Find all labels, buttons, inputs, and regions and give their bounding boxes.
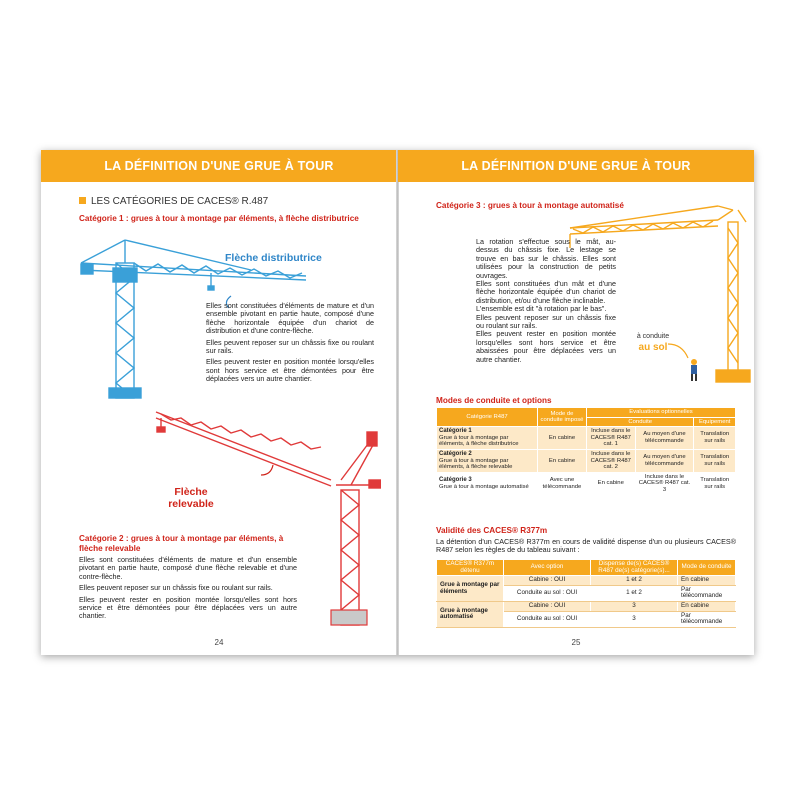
- category-2-title: Catégorie 2 : grues à tour à montage par éléments, à flèche relevable: [79, 534, 284, 553]
- table-row: Catégorie 1 Grue à tour à montage par éléments, à flèche distributrice En cabine Incluse dans le CACES® R487 cat. 1 Au moyen d'une télécommande Translation sur rails: [437, 427, 736, 450]
- category-1-description: Elles sont constituées d'éléments de mature et d'un ensemble pivotant en partie haute, composé d'une flèche horizontale équipée d'un chariot de distribution et d'une contre-flèche. Elles peuvent reposer sur un châssis fixe ou roulant sur rails. Elles peuvent rester en position montée lorsqu'elles sont hors service et être démontées pour être déplacées vers un autre chantier.: [206, 301, 374, 384]
- callout-arrow-icon: [261, 465, 273, 475]
- table-row: Conduite au sol : OUI 3 Par télécommande: [437, 611, 736, 627]
- validite-title: Validité des CACES® R377m: [436, 526, 548, 535]
- category-2-description: Elles sont constituées d'éléments de mature et d'un ensemble pivotant en partie haute, composé d'une flèche relevable et d'une contre-flèche. Elles peuvent reposer sur un châssis fixe ou roulant sur rails. Elles peuvent rester en position montée lorsqu'elles sont hors service et être démontées pour être déplacées vers un autre chantier.: [79, 555, 297, 621]
- left-page: [41, 150, 397, 655]
- table-row: Grue à montage par éléments Cabine : OUI 1 et 2 En cabine: [437, 576, 736, 586]
- category-1-title: Catégorie 1 : grues à tour à montage par éléments, à flèche distributrice: [79, 214, 359, 223]
- category-3-description: La rotation s'effectue sous le mât, au-dessus du châssis fixe. Le lestage se trouve en bas sur le châssis. Elles sont utilisées pour la construction de petits ouvrages. Elles sont constituées d'un mât et d'une flèche horizontale équipée d'un chariot de distribution, et/ou d'une flèche inclinable. L'ensemble est dit "à rotation par le bas". Elles peuvent reposer sur un châssis fixe ou roulant sur rails. Elles peuvent rester en position montée lorsqu'elles sont hors service et être abaissées pour être déplacées vers un autre chantier.: [476, 237, 616, 364]
- page-number-left: 24: [214, 638, 224, 647]
- table-row: Catégorie 3 Grue à tour à montage automatisé Avec une télécommande En cabine Incluse dans le CACES® R487 cat. 3 Translation sur rails: [437, 472, 736, 495]
- operator-figure-icon: [666, 340, 706, 382]
- modes-table: [436, 407, 736, 496]
- right-page: [398, 150, 754, 655]
- validite-table: [436, 559, 736, 628]
- table-row: Conduite au sol : OUI 1 et 2 Par télécommande: [437, 585, 736, 601]
- table-header-row: CACES® R377m détenu Avec option Dispense de(s) CACES® R487 de(s) catégorie(s)... Mode de conduite: [437, 560, 736, 576]
- open-booklet: [41, 150, 754, 655]
- table-header-row: Catégorie R487 Mode de conduite imposé Evaluations optionnelles: [437, 408, 736, 418]
- callout-au-sol: au sol: [638, 342, 668, 353]
- modes-title: Modes de conduite et options: [436, 396, 552, 405]
- table-row: Catégorie 2 Grue à tour à montage par éléments, à flèche relevable En cabine Incluse dans le CACES® R487 cat. 2 Au moyen d'une télécommande Translation sur rails: [437, 449, 736, 472]
- orange-square-bullet-icon: [79, 197, 86, 204]
- validite-text: La détention d'un CACES® R377m en cours de validité dispense d'un ou plusieurs CACES® R487 selon les règles de du tableau suivant :: [436, 537, 736, 555]
- page-number-right: 25: [571, 638, 581, 647]
- table-row: Grue à montage automatisé Cabine : OUI 3 En cabine: [437, 601, 736, 611]
- callout-a-conduite: à conduite: [636, 333, 670, 340]
- callout-fleche-relevable: Flèche relevable: [168, 486, 214, 510]
- category-3-title: Catégorie 3 : grues à tour à montage automatisé: [436, 201, 624, 210]
- callout-fleche-distributrice: Flèche distributrice: [225, 252, 322, 264]
- section-title: LES CATÉGORIES DE CACES® R.487: [79, 196, 268, 207]
- page-banner-left: LA DÉFINITION D'UNE GRUE À TOUR: [41, 150, 397, 182]
- page-banner-right: LA DÉFINITION D'UNE GRUE À TOUR: [398, 150, 754, 182]
- table-subheader-row: Conduite Equipement: [437, 417, 736, 427]
